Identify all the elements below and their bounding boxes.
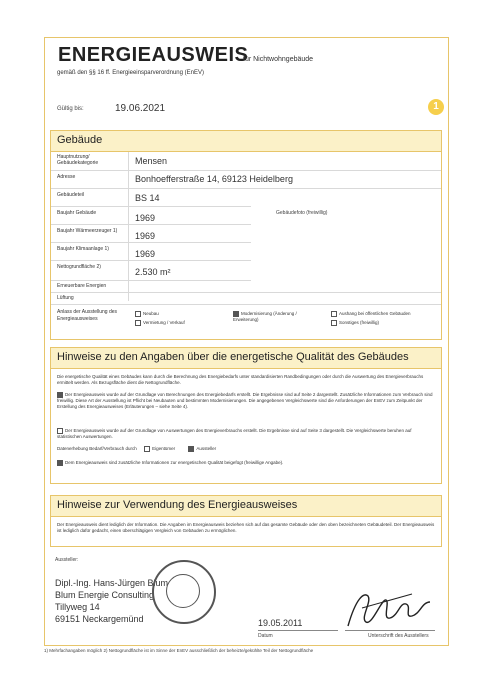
hinweise-option-bedarf[interactable]: Der Energieausweis wurde auf der Grundlage von Berechnungen des Energiebedarfs erstellt. Die Ergebnisse sind auf Seite 2 dargestellt. Zusätzliche Informationen zum Verbrauch sind freiwillig. Diese Art der Ausstellung ist Pflicht bei Neubauten und bestimmten Modernisierungen. Die angegebenen Vergleichswerte sind die Anforderungen der EnEV zum Zeitpunkt der Erstellung des Energieausweises (Erläuterungen – siehe Seite 4).	[57, 392, 433, 410]
official-stamp-inner	[166, 574, 200, 608]
checkbox-modernisierung[interactable]	[233, 311, 239, 317]
checkbox-neubau[interactable]	[135, 311, 141, 317]
footnote: 1) Mehrfachangaben möglich 2) Nettogrundfläche ist im Sinne der EnEV ausschließlich der beheizte/gekühlte Teil der Nettogrundfläche	[44, 648, 314, 653]
date-label: Datum	[258, 633, 273, 639]
hinweise-angaben-section	[50, 347, 442, 484]
checkbox-zusatzinfo[interactable]	[57, 460, 63, 466]
hinweise-verwendung-header	[51, 496, 441, 517]
checkbox-eigentuemer[interactable]	[144, 446, 150, 452]
row-nettogrundflaeche: Nettogrundfläche 2) 2.530 m²	[51, 260, 251, 281]
hinweise-verwendung-text: Der Energieausweis dient lediglich der Information. Die Angaben im Energieausweis beziehen sich auf das gesamte Gebäude oder den oben bezeichneten Gebäudeteil. Der Energieausweis ist lediglich dafür gedacht, einen überschlägigen Vergleich von Gebäuden zu ermöglichen.	[57, 522, 435, 533]
gebaeude-section	[50, 130, 442, 340]
hinweise-angaben-header	[51, 348, 441, 369]
aussteller-street: Tillyweg 14	[55, 602, 100, 612]
aussteller-label: Aussteller:	[55, 557, 79, 563]
row-erneuerbare-energien: Erneuerbare Energien	[51, 280, 441, 293]
checkbox-aussteller[interactable]	[188, 446, 194, 452]
checkbox-sonstiges[interactable]	[331, 320, 337, 326]
hinweise-angaben-heading: Hinweise zu den Angaben über die energetische Qualität des Gebäudes	[57, 351, 409, 363]
checkbox-bedarf[interactable]	[57, 392, 63, 398]
row-baujahr-gebaeude: Baujahr Gebäude 1969	[51, 206, 251, 225]
datenerhebung-row: Datenerhebung Bedarf/Verbrauch durch Eigentümer Aussteller	[57, 446, 217, 452]
hinweise-option-verbrauch[interactable]: Der Energieausweis wurde auf der Grundlage von Auswertungen des Energieverbrauchs erstellt. Die Ergebnisse sind auf Seite 3 dargestellt. Die Vergleichswerte beruhen auf statistischen Auswertungen.	[57, 428, 412, 440]
anlass-aushang[interactable]: Aushang bei öffentlichen Gebäuden	[331, 311, 410, 317]
hinweise-option-zusatz[interactable]: Dem Energieausweis sind zusätzliche Informationen zur energetischen Qualität beigefügt (freiwillige Angabe).	[57, 460, 435, 466]
aussteller-name: Dipl.-Ing. Hans-Jürgen Blum	[55, 578, 169, 588]
date-line	[258, 630, 338, 631]
aussteller-company: Blum Energie Consulting	[55, 590, 155, 600]
valid-until-label: Gültig bis:	[57, 106, 84, 112]
signature-mark	[342, 588, 434, 632]
gebaeude-header	[51, 131, 441, 152]
document-title: ENERGIEAUSWEIS	[58, 44, 249, 66]
hinweise-verwendung-section	[50, 495, 442, 547]
row-baujahr-waermeerzeuger: Baujahr Wärmeerzeuger 1) 1969	[51, 224, 251, 243]
gebaeude-heading: Gebäude	[57, 134, 103, 146]
aussteller-city: 69151 Neckargemünd	[55, 614, 144, 624]
checkbox-verbrauch[interactable]	[57, 428, 63, 434]
aussteller-address	[55, 577, 168, 625]
row-baujahr-klimaanlage: Baujahr Klimaanlage 1) 1969	[51, 242, 251, 261]
anlass-neubau[interactable]: Neubau	[135, 311, 159, 317]
checkbox-aushang[interactable]	[331, 311, 337, 317]
sign-date: 19.05.2011	[258, 618, 303, 628]
document-subtitle: gemäß den §§ 16 ff. Energieeinsparverordnung (EnEV)	[57, 70, 204, 76]
row-gebaeudekategorie: Hauptnutzung/ Gebäudekategorie Mensen	[51, 152, 441, 171]
document-frame	[44, 37, 449, 646]
hinweise-verwendung-heading: Hinweise zur Verwendung des Energieausweises	[57, 499, 298, 511]
hinweise-intro: Die energetische Qualität eines Gebäudes kann durch die Berechnung des Energiebedarfs unter standardisierten Randbedingungen oder durch die Auswertung des Energieverbrauchs ermittelt werden. Als Bezugsfläche dient die Nettogrundfläche.	[57, 374, 424, 385]
anlass-sonstiges[interactable]: Sonstiges (freiwillig)	[331, 320, 379, 326]
anlass-modernisierung[interactable]: Modernisierung (Änderung / Erweiterung)	[233, 311, 297, 323]
document-title-suffix: für Nichtwohngebäude	[243, 56, 314, 63]
valid-until-value: 19.06.2021	[115, 103, 166, 114]
signature-line	[345, 630, 435, 631]
anlass-vermietung[interactable]: Vermietung / Verkauf	[135, 320, 185, 326]
row-gebaeudeteil: Gebäudeteil BS 14	[51, 188, 251, 207]
anlass-label: Anlass der Ausstellung des Energieausweises	[57, 309, 118, 322]
signature-label: Unterschrift des Ausstellers	[368, 633, 429, 639]
page-number-badge: 1	[428, 99, 444, 115]
gebaeudefoto-label: Gebäudefoto (freiwillig)	[276, 210, 328, 216]
row-adresse: Adresse Bonhoefferstraße 14, 69123 Heidelberg	[51, 170, 441, 189]
row-lueftung: Lüftung	[51, 292, 441, 305]
checkbox-vermietung[interactable]	[135, 320, 141, 326]
